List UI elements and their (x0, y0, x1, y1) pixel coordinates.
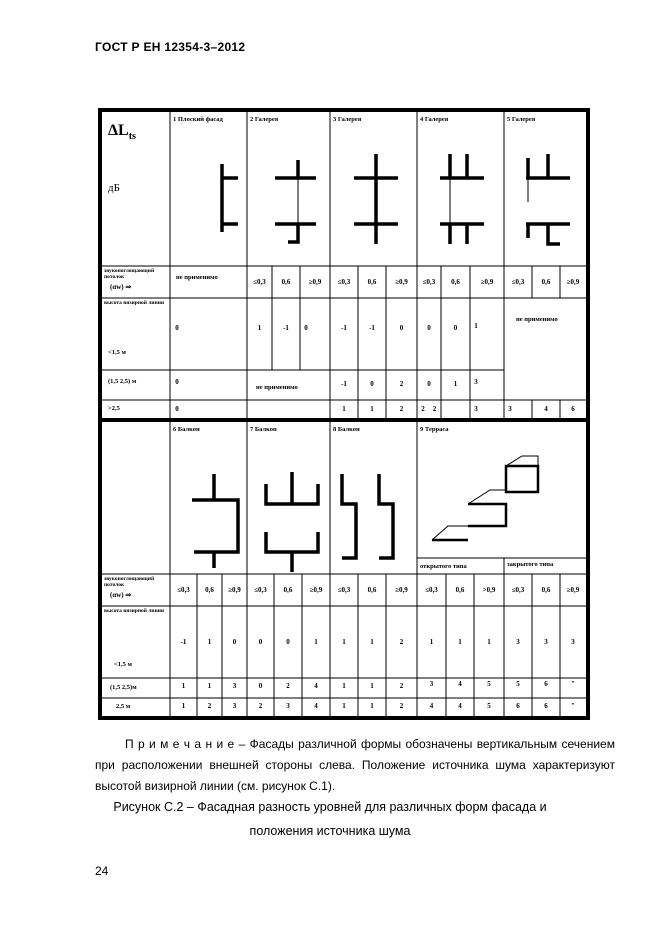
absorb-val: 0,6 (283, 586, 293, 594)
closed-type: закрытого типа (507, 561, 554, 568)
absorb-val: ≤0,3 (253, 278, 266, 286)
absorb-val: ≤0,3 (177, 586, 190, 594)
lt15-bottom: <1,5 м (114, 661, 132, 668)
facade-figure (98, 108, 590, 720)
page-number: 24 (95, 864, 109, 878)
cell-value: 0 (427, 380, 431, 388)
cell-value: 1 (207, 638, 212, 646)
cell-value: 0 (232, 638, 237, 646)
cell-value: -1 (283, 324, 289, 332)
cell-value: " (571, 702, 575, 710)
absorb-val: ≥0,9 (395, 586, 408, 594)
alpha-label-top: (αw) ⇒ (110, 283, 132, 291)
absorb-val: 0,6 (451, 278, 460, 286)
cell-value: 2 (258, 702, 263, 710)
absorb-label-bottom: звукопоглощающий потолок (104, 576, 155, 588)
cell-value: 1 (370, 682, 374, 690)
cell-value: 5 (516, 680, 520, 688)
cell-value: 5 (487, 702, 491, 710)
mid-label-bottom: (1,5 2,5)м (110, 684, 137, 691)
cell-value: 1 (342, 682, 346, 690)
head-9: 9 Терраса (420, 426, 449, 433)
cell-value: 1 (257, 324, 262, 332)
figure-caption-line2: положения источника шума (249, 824, 411, 838)
cell-value: 1 (453, 380, 458, 388)
absorb-val: 0,6 (541, 278, 551, 286)
cell-value: 4 (458, 680, 462, 688)
cell-value: 1 (207, 682, 212, 690)
cell-value: -1 (180, 638, 187, 646)
note-lead: П р и м е ч а н и е (125, 737, 235, 751)
cell-value: 0 (427, 324, 431, 332)
unit-label: дБ (108, 182, 120, 194)
cell-value: 2 (432, 405, 437, 413)
alpha-label-bottom: (αw) ⇒ (110, 591, 132, 599)
cell-value: 0 (258, 638, 263, 646)
cell-value: 0 (175, 378, 179, 386)
absorb-val: 0,6 (367, 278, 377, 286)
cell-value: 4 (544, 405, 548, 413)
cell-value: 4 (314, 702, 318, 710)
cell-value: " (571, 680, 575, 688)
head-3: 3 Галерея (333, 116, 362, 123)
cell-value: 1 (342, 702, 346, 710)
absorb-val: >0,9 (482, 586, 496, 594)
absorb-val: ≥0,9 (566, 278, 580, 286)
cell-value: 2 (207, 702, 212, 710)
cell-value: 3 (544, 638, 548, 646)
cell-value: 3 (232, 682, 237, 690)
cell-value: 6 (516, 702, 520, 710)
cell-value: 2 (399, 405, 404, 413)
absorb-val: ≥0,9 (480, 278, 494, 286)
head-6: 6 Балкон (173, 426, 200, 433)
not-applicable-5: не применимо (516, 316, 558, 323)
cell-value: 3 (474, 378, 478, 386)
absorb-val: ≤0,3 (254, 586, 267, 594)
cell-value: -1 (341, 324, 347, 332)
note-text: – Фасады различной формы обозначены вертикальным сечением при расположении внешней стороны слева. Положение источника шума характеризуют высотой визирной линии (см. рисунок С.1). (95, 737, 615, 793)
head-7: 7 Балкон (250, 426, 277, 433)
cell-value: -1 (369, 324, 375, 332)
absorb-val: ≤0,3 (337, 278, 351, 286)
cell-value: 6 (571, 405, 575, 413)
cell-value: 3 (508, 405, 512, 413)
document-header: ГОСТ Р ЕН 12354-3–2012 (95, 40, 246, 54)
cell-value: 1 (487, 638, 491, 646)
note-paragraph (95, 734, 615, 797)
cell-value: 4 (429, 702, 434, 710)
cell-value: 3 (286, 702, 290, 710)
cell-value: 6 (544, 702, 548, 710)
cell-value: 1 (458, 638, 462, 646)
figure-grid (102, 112, 586, 716)
cell-value: 2 (421, 405, 425, 413)
cell-value: 1 (342, 638, 346, 646)
absorb-val: ≥0,9 (309, 586, 323, 594)
cell-value: 2 (399, 380, 404, 388)
mid-label-top: (1,5 2,5) м (108, 378, 137, 385)
absorb-val: 0,6 (205, 586, 214, 594)
absorb-val: ≥0,9 (566, 586, 580, 594)
cell-value: 0 (258, 682, 263, 690)
absorb-val: 0,6 (367, 586, 377, 594)
cell-value: 2 (399, 702, 404, 710)
lt15-top: <1,5 м (108, 349, 126, 356)
not-applicable-1: не применимо (176, 274, 218, 281)
cell-value: 0 (304, 324, 308, 332)
cell-value: 1 (370, 405, 374, 413)
cell-value: -1 (341, 380, 347, 388)
absorb-val: 0,6 (541, 586, 551, 594)
facade-shapes-top (222, 154, 570, 244)
head-5: 5 Галерея (507, 116, 536, 123)
cell-value: 4 (314, 682, 318, 690)
cell-value: 1 (474, 322, 478, 330)
cell-value: 3 (571, 638, 575, 646)
absorb-val: 0,6 (281, 278, 291, 286)
cell-value: 0 (453, 324, 458, 332)
open-type: открытого типа (420, 563, 467, 570)
facade-shapes-bottom (192, 466, 538, 572)
cell-value: 1 (342, 405, 346, 413)
cell-value: 1 (181, 682, 186, 690)
figure-caption-line1: Рисунок С.2 – Фасадная разность уровней для различных форм фасада и (113, 800, 547, 814)
absorb-val: ≤0,3 (511, 586, 525, 594)
cell-value: 1 (314, 638, 318, 646)
cell-value: 3 (232, 702, 237, 710)
cell-value: 0 (370, 380, 374, 388)
height-label-bottom: высота визирной линии (104, 608, 165, 614)
cell-value: 0 (286, 638, 290, 646)
cell-value: 3 (516, 638, 520, 646)
cell-value: 1 (181, 702, 186, 710)
cell-value: 1 (370, 702, 374, 710)
absorb-val: ≤0,3 (337, 586, 351, 594)
cell-value: 2 (399, 638, 404, 646)
cell-value: 0 (175, 324, 179, 332)
absorb-val: ≤0,3 (425, 586, 438, 594)
delta-symbol: $\Delta L_{ts}$ (108, 122, 136, 143)
cell-value: 3 (429, 680, 434, 688)
absorb-label-top: звукопоглощающий потолок (104, 268, 155, 280)
not-applicable-2: не применимо (256, 384, 298, 391)
cell-value: 0 (175, 405, 179, 413)
absorb-val: ≥0,9 (308, 278, 322, 286)
cell-value: 1 (370, 638, 374, 646)
cell-value: 6 (544, 680, 548, 688)
gt-label-top: >2,5 (108, 405, 120, 412)
absorb-val: ≥0,9 (395, 278, 408, 286)
head-8: 8 Балкон (333, 426, 360, 433)
cell-value: 2 (286, 682, 290, 690)
cell-value: 3 (474, 405, 478, 413)
head-2: 2 Галерея (250, 116, 279, 123)
cell-value: 5 (487, 680, 491, 688)
gt-label-bottom: 2,5 м (116, 703, 131, 710)
head-4: 4 Галерея (420, 116, 449, 123)
height-label-top: высота визирной линии (104, 300, 165, 306)
absorb-val: ≤0,3 (511, 278, 525, 286)
cell-value: 4 (458, 702, 462, 710)
absorb-val: ≥0,9 (228, 586, 241, 594)
absorb-val: 0,6 (455, 586, 465, 594)
cell-value: 1 (429, 638, 434, 646)
cell-value: 0 (399, 324, 404, 332)
head-1: 1 Плоский фасад (173, 116, 223, 123)
absorb-val: ≤0,3 (422, 278, 436, 286)
cell-value: 2 (399, 682, 404, 690)
